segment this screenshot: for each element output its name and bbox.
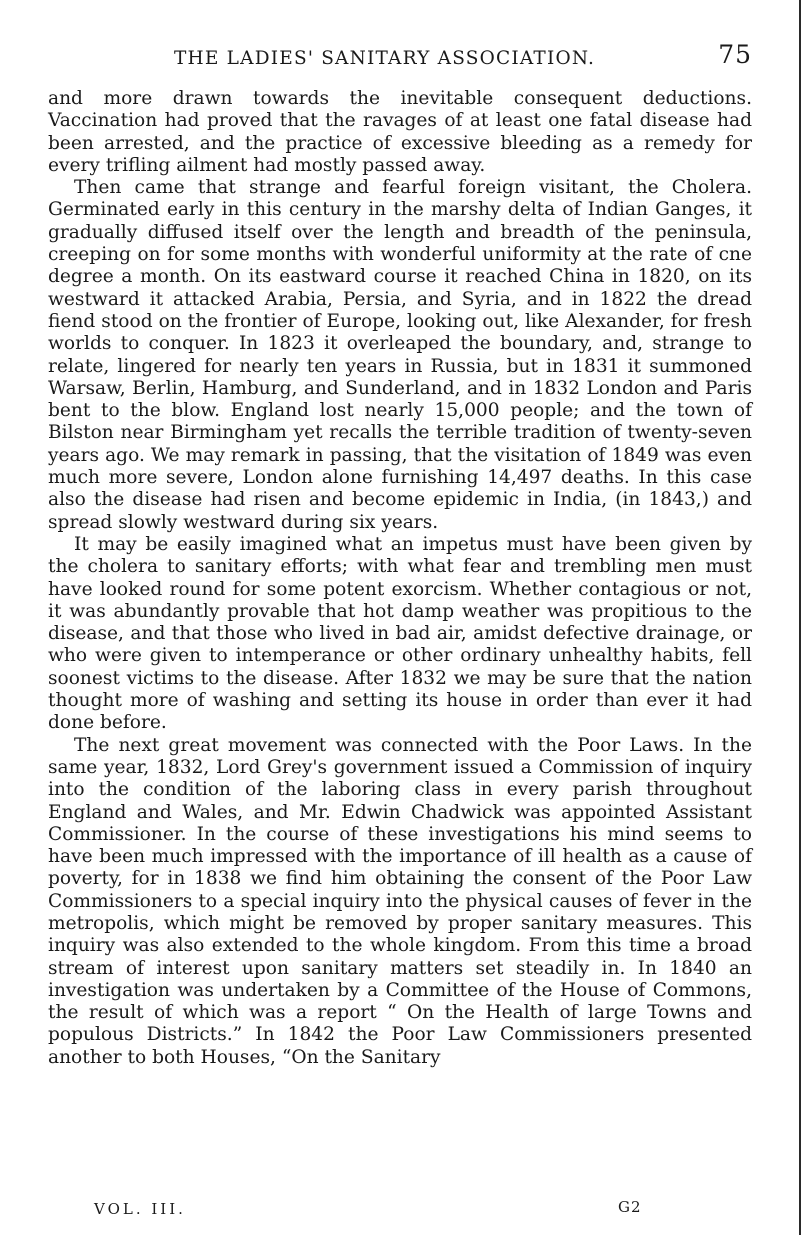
volume-label: VOL. III.	[94, 1200, 186, 1218]
running-title: THE LADIES' SANITARY ASSOCIATION.	[174, 48, 596, 69]
page-number: 75	[718, 40, 752, 69]
paragraph-4: The next great movement was connected with the Poor Laws. In the same year, 1832, Lord Grey's government issued a Commission of inquiry into the condition of the laboring class in every parish throughout England and Wales, and Mr. Edwin Chadwick was appointed Assistant Commissioner. In the course of these investigations his mind seems to have been much impressed with the importance of ill health as a cause of poverty, for in 1838 we find him obtaining the consent of the Poor Law Commissioners to a special inquiry into the physical causes of fever in the metropolis, which might be removed by proper sanitary measures. This inquiry was also extended to the whole kingdom. From this time a broad stream of interest upon sanitary matters set steadily in. In 1840 an investigation was undertaken by a Committee of the House of Commons, the result of which was a report “ On the Health of large Towns and populous Districts.” In 1842 the Poor Law Commissioners presented another to both Houses, “On the Sanitary	[48, 734, 752, 1068]
signature-mark: G2	[618, 1198, 642, 1216]
body-text	[48, 88, 752, 1069]
page-footer	[48, 1198, 752, 1222]
page-edge-rule	[799, 0, 801, 1235]
paragraph-3: It may be easily imagined what an impetus must have been given by the cholera to sanitary efforts; with what fear and trembling men must have looked round for some potent exorcism. Whether contagious or not, it was abundantly provable that hot damp weather was propitious to the disease, and that those who lived in bad air, amidst defective drainage, or who were given to intemperance or other ordinary unhealthy habits, fell soonest victims to the disease. After 1832 we may be sure that the nation thought more of washing and setting its house in order than ever it had done before.	[48, 533, 752, 734]
paragraph-2: Then came that strange and fearful foreign visitant, the Cholera. Germinated early in this century in the marshy delta of Indian Ganges, it gradually diffused itself over the length and breadth of the peninsula, creeping on for some months with wonderful uniformity at the rate of cne degree a month. On its eastward course it reached China in 1820, on its westward it attacked Arabia, Persia, and Syria, and in 1822 the dread fiend stood on the frontier of Europe, looking out, like Alexander, for fresh worlds to conquer. In 1823 it overleaped the boundary, and, strange to relate, lingered for nearly ten years in Russia, but in 1831 it summoned Warsaw, Berlin, Hamburg, and Sunderland, and in 1832 London and Paris bent to the blow. England lost nearly 15,000 people; and the town of Bilston near Birmingham yet recalls the terrible tradition of twenty-seven years ago. We may remark in passing, that the visitation of 1849 was even much more severe, London alone furnishing 14,497 deaths. In this case also the disease had risen and become epidemic in India, (in 1843,) and spread slowly westward during six years.	[48, 177, 752, 533]
paragraph-1: and more drawn towards the inevitable consequent deductions. Vaccination had proved that the ravages of at least one fatal disease had been arrested, and the practice of excessive bleeding as a remedy for every trifling ailment had mostly passed away.	[48, 88, 752, 176]
page-header	[48, 40, 752, 76]
